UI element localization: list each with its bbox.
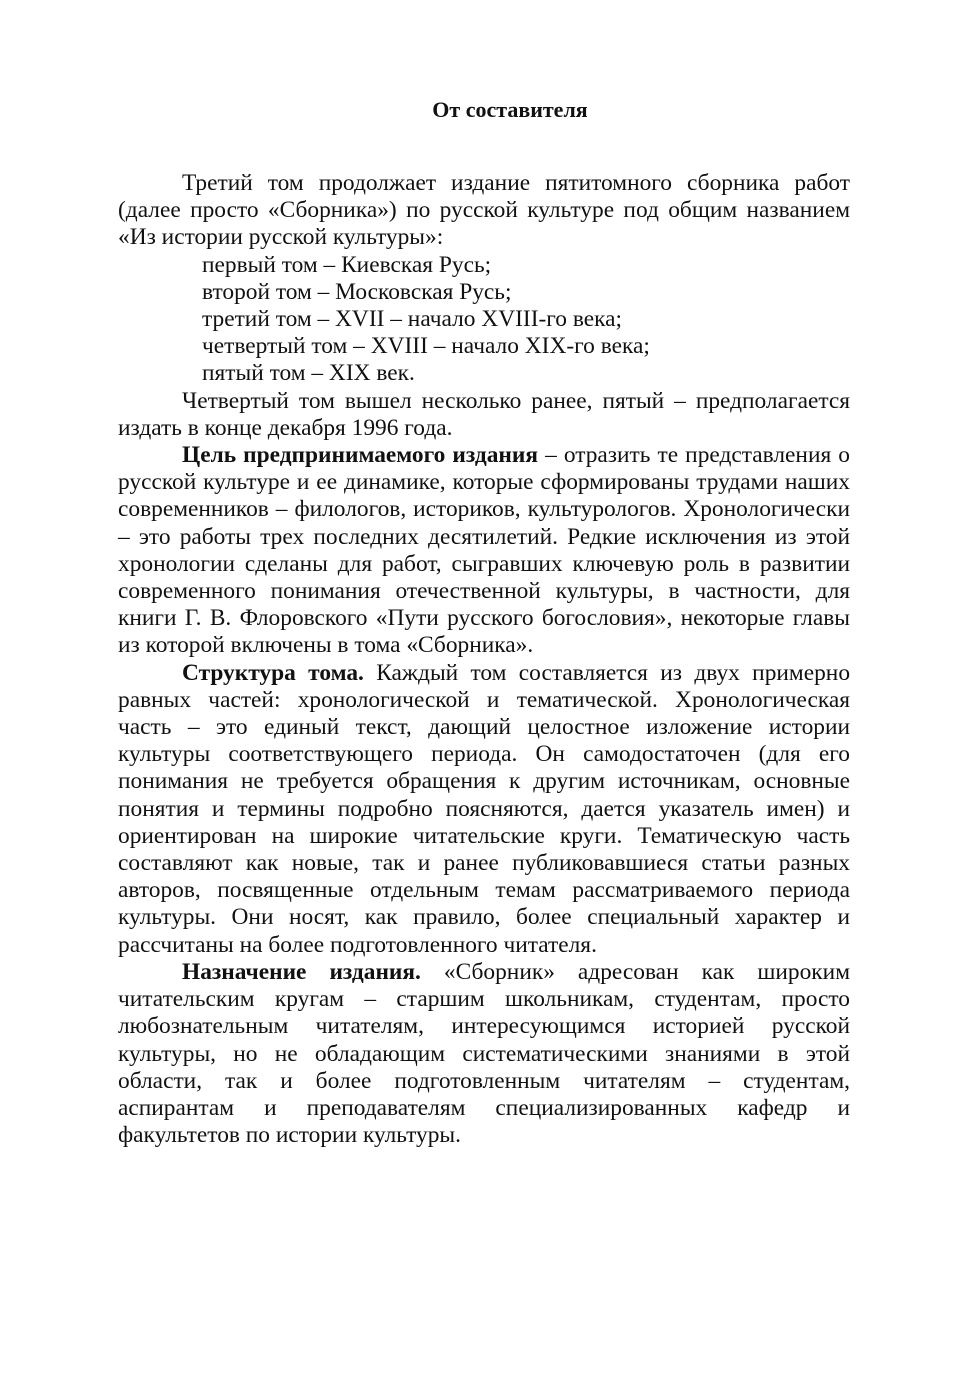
page-title: От составителя xyxy=(432,97,588,122)
purpose-lead: Назначение издания. xyxy=(182,958,421,985)
goal-text: – отразить те представления о русской культуре и ее динамике, которые сформированы трудами наших современников – филологов, историков, культурологов. Хронологически – это работы трех последних десятилетий. Редкие исключения из этой хронологии сделаны для работ, сыгравших ключевую роль в развитии современного понимания отечественной культуры, в частности, для книги Г. В. Флоровского «Пути русского богословия», некоторые главы из которой включены в тома «Сборника». xyxy=(118,442,850,659)
structure-lead: Структура тома. xyxy=(182,659,364,686)
volume-item: третий том – XVII – начало XVIII-го века; xyxy=(202,306,623,333)
volume-item: второй том – Московская Русь; xyxy=(202,278,512,305)
purpose-paragraph xyxy=(118,959,850,1149)
purpose-text: «Сборник» адресован как широким читательским кругам – старшим школьникам, студентам, просто любознательным читателям, интересующимся историей русской культуры, но не обладающим систематическими знаниями в этой области, так и более подготовленным читателям – студентам, аспирантам и преподавателям специализированных кафедр и факультетов по истории культуры. xyxy=(118,958,850,1149)
intro-paragraph: Третий том продолжает издание пятитомного сборника работ (далее просто «Сборника») по русской культуре под общим названием «Из истории русской культуры»: xyxy=(118,170,850,251)
goal-lead: Цель предпринимаемого издания xyxy=(182,442,538,469)
goal-paragraph xyxy=(118,442,850,660)
volume-item: четвертый том – XVIII – начало XIX-го века; xyxy=(202,333,650,360)
publication-note-paragraph: Четвертый том вышел несколько ранее, пятый – предполагается издать в конце декабря 1996 года. xyxy=(118,387,850,441)
structure-text: Каждый том составляется из двух примерно равных частей: хронологической и тематической. Хронологическая часть – это единый текст, дающий целостное изложение истории культуры соответствующего периода. Он самодостаточен (для его понимания не требуется обращения к другим источникам, основные понятия и термины подробно поясняются, дается указатель имен) и ориентирован на широкие читательские круги. Тематическую часть составляют как новые, так и ранее публиковавшиеся статьи разных авторов, посвященные отдельным темам рассматриваемого периода культуры. Они носят, как правило, более специальный характер и рассчитаны на более подготовленного читателя. xyxy=(118,659,851,958)
document-page xyxy=(118,96,850,1149)
volume-item: пятый том – XIX век. xyxy=(202,360,415,387)
volumes-list xyxy=(118,252,850,388)
volume-item: первый том – Киевская Русь; xyxy=(202,251,492,278)
structure-paragraph xyxy=(118,660,850,959)
